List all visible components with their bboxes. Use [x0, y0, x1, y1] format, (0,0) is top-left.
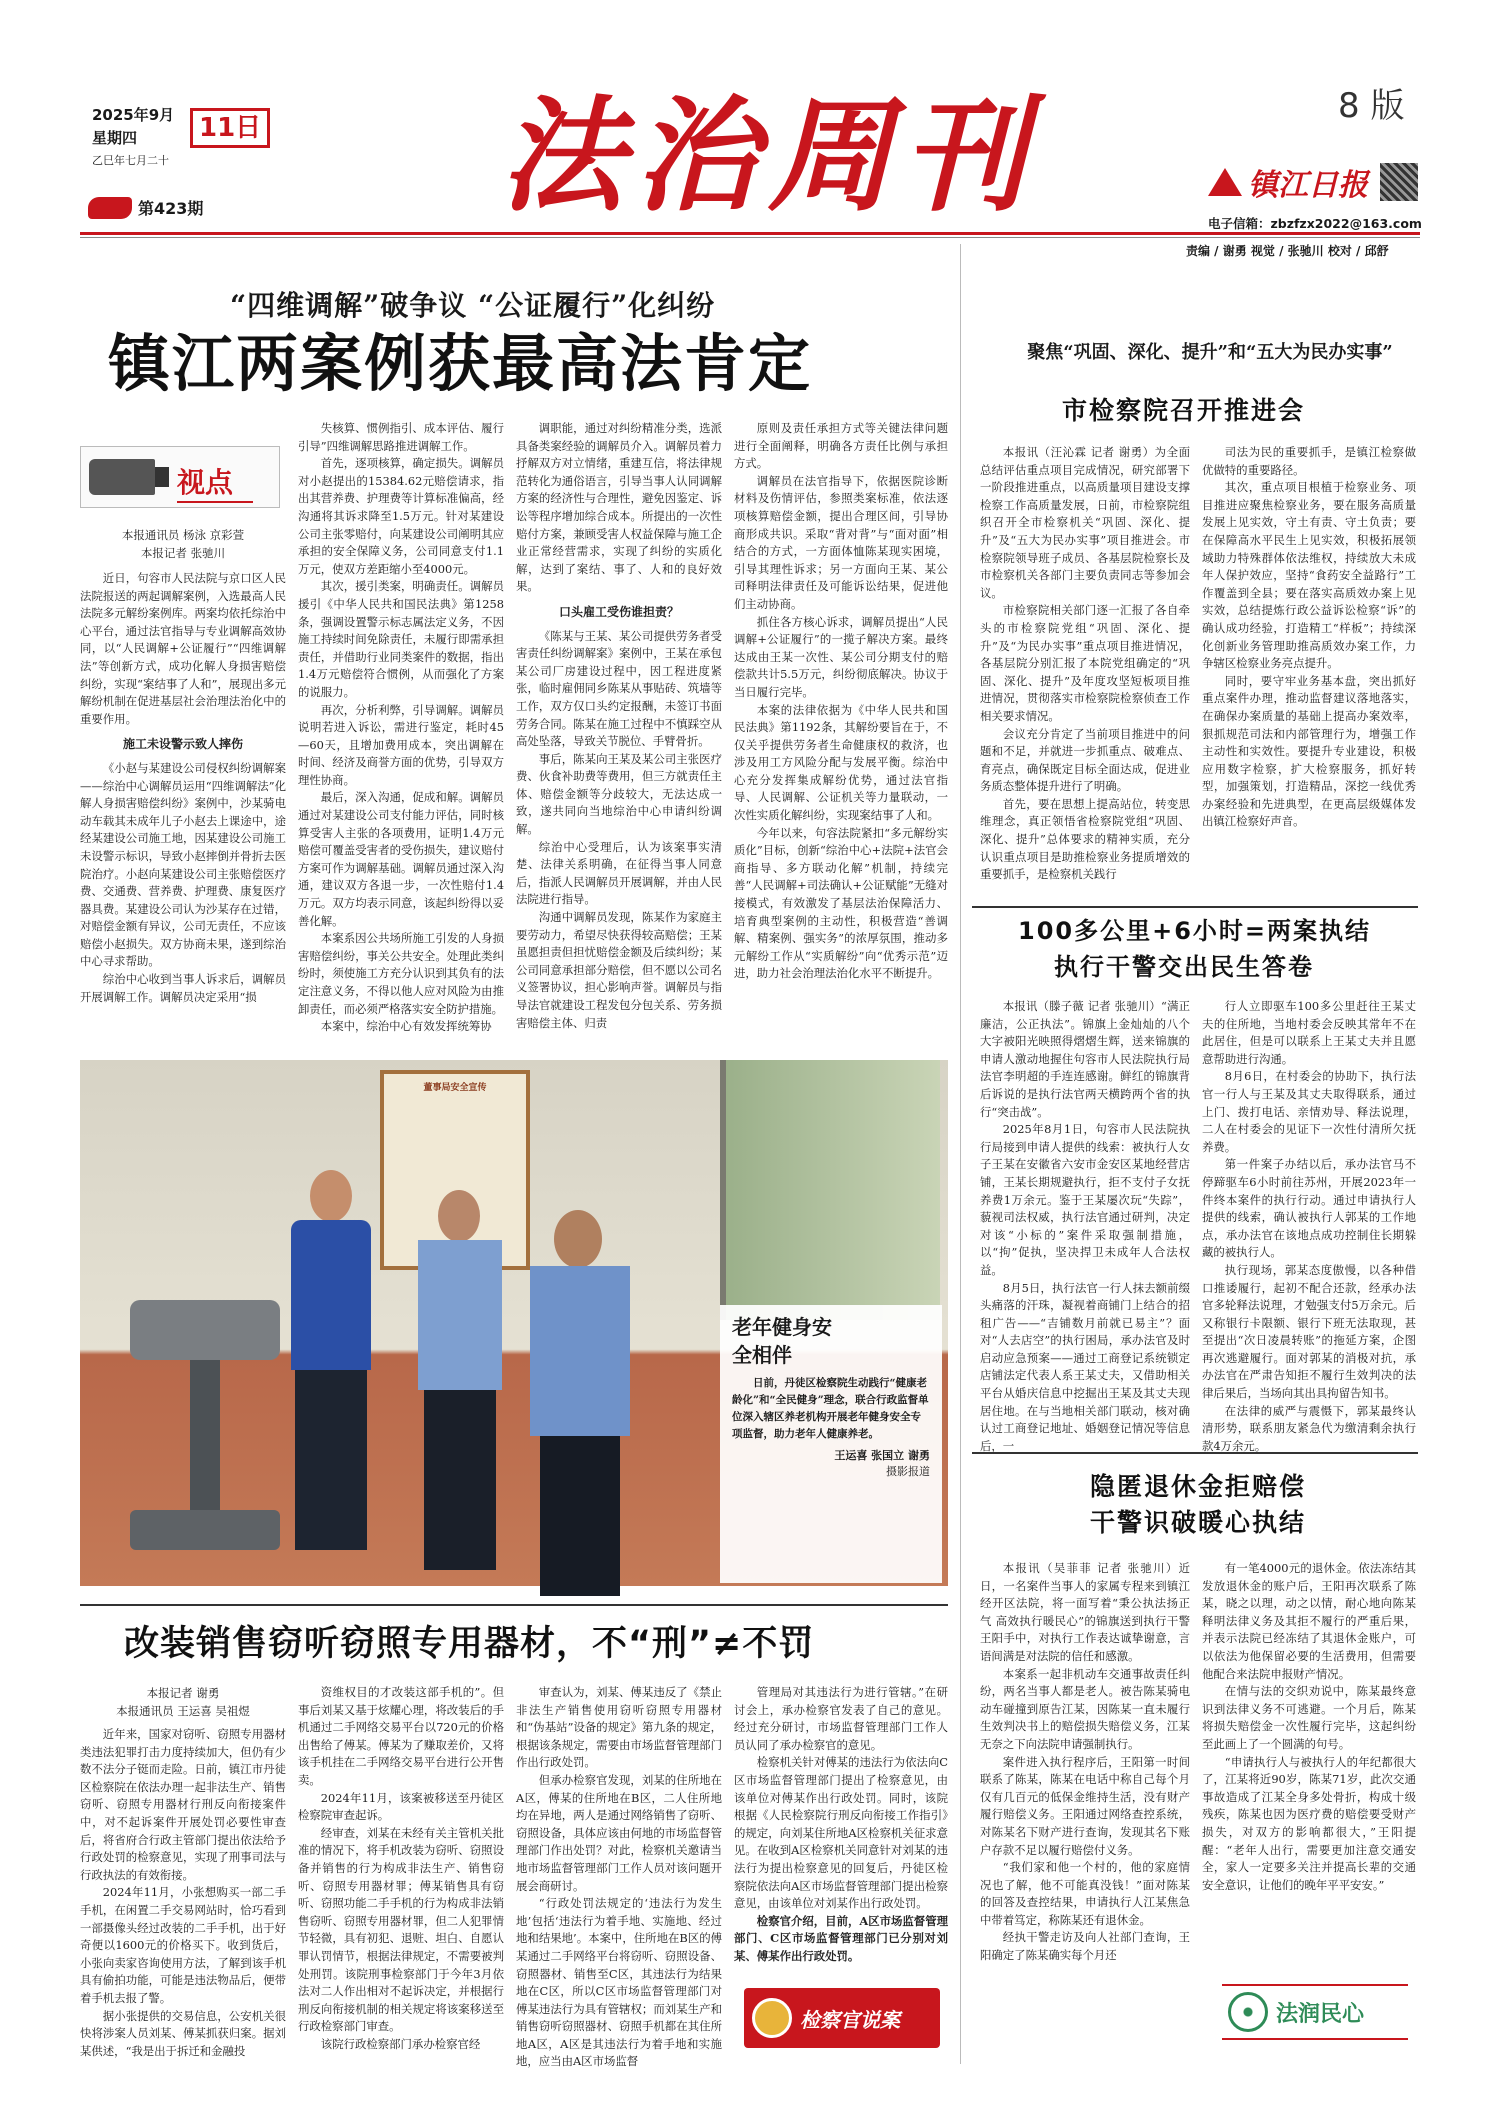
date-block [92, 104, 202, 168]
lead-subhead-2: 口头雇工受伤谁担责？ [558, 604, 679, 619]
right-bottom-para: 在情与法的交织劝说中，陈某最终意识到法律义务不可逃避。一个月后，陈某将损失赔偿金一次性履行完毕，这起纠纷至此画上了一个圆满的句号。 [1202, 1684, 1416, 1751]
prosecutor-label-text: 检察官说案 [800, 2007, 900, 2032]
photo [80, 1060, 948, 1586]
right-mid-para: 本报讯（滕子薇 记者 张驰川）“满正廉洁，公正执法”。锦旗上金灿灿的八个大字被阳光映照得熠熠生辉，送来锦旗的申请人激动地握住句容市人民法院执行局法官李明超的手连连感谢。鲜红的锦旗背后诉说的是执行法官两天横跨两个省的执行“突击战”。 [980, 999, 1190, 1119]
lead-para: 调职能，通过对纠纷精准分类，选派具备类案经验的调解员介入。调解员着力抒解双方对立情绪，重建互信，将法律规范转化为通俗语言，引导当事人认同调解方案的经济性与合理性，避免因鉴定、诉讼等程序增加综合成本。所提出的一次性赔付方案，兼顾受害人权益保障与施工企业正常经营需求，实现了纠纷的实质化解，达到了案结、事了、人和的良好效果。 [516, 421, 722, 594]
column-label-box [1222, 1984, 1408, 2040]
photo-caption-title: 老年健身安全相伴 [732, 1315, 832, 1367]
lead-para: 失核算、惯例指引、成本评估、履行引导”四维调解思路推进调解工作。 [298, 421, 504, 453]
lead-para: 近日，句容市人民法院与京口区人民法院报送的两起调解案例，入选最高人民法院多元解纷案例库。两案均依托综治中心平台，通过法官指导与专业调解高效协同，以“人民调解+公证履行”“四维调解法”等创新方式，成功化解人身损害赔偿纠纷，实现“案结事了人和”，展现出多元解纷机制在促进基层社会治理法治化中的重要作用。 [80, 571, 286, 726]
right-top-col-a [980, 444, 1190, 914]
right-mid-title-2: 执行干警交出民生答卷 [1054, 953, 1314, 981]
bottom-para: 管理局对其违法行为进行管辖。”在研讨会上，承办检察官发表了自己的意见。经过充分研讨，市场监督管理部门工作人员认同了承办检察官的意见。 [734, 1685, 948, 1752]
bottom-col-2 [298, 1684, 504, 2070]
right-mid-para: 行人立即驱车100多公里赶往王某丈夫的住所地，当地村委会反映其常年不在此居住，但是可以联系上王某丈夫并且愿意帮助进行沟通。 [1202, 999, 1416, 1066]
right-bottom-para: 本案系一起非机动车交通事故责任纠纷，两名当事人都是老人。被告陈某骑电动车碰撞到原告江某，因陈某一直未履行生效判决书上的赔偿损失赔偿义务，江某无奈之下向法院申请强制执行。 [980, 1666, 1190, 1751]
right-top-col-b [1202, 444, 1416, 914]
bottom-para: 审查认为，刘某、傅某违反了《禁止非法生产销售使用窃听窃照专用器材和“伪基站”设备的规定》第九条的规定，根据该条规定，需要由市场监督管理部门作出行政处罚。 [516, 1685, 722, 1770]
right-bottom-para: “我们家和他一个村的，他的家庭情况也了解，他不可能真没钱！”面对陈某的回答及查控结果，申请执行人江某焦急中带着笃定，称陈某还有退休金。 [980, 1860, 1190, 1927]
bottom-para: 经审查，刘某在未经有关主管机关批准的情况下，将手机改装为窃听、窃照设备并销售的行为构成非法生产、销售窃听、窃照专用器材罪；傅某销售具有窃听、窃照功能二手手机的行为构成非法销售窃听、窃照专用器材罪，但二人犯罪情节轻微，具有初犯、退赃、坦白、自愿认罪认罚情节，根据法律规定，不需要被判处刑罚。该院刑事检察部门于今年3月依法对二人作出相对不起诉决定，并根据行刑反向衔接机制的相关规定将该案移送至行政检察部门审查。 [298, 1825, 504, 2034]
right-mid-col-a [980, 998, 1190, 1453]
bottom-para: 但承办检察官发现，刘某的住所地在A区，傅某的住所地在B区，二人住所地均在异地，两人是通过网络销售了窃听、窃照设备，具体应该由何地的市场监督管理部门作出处罚？对此，检察机关邀请当地市场监督管理部门工作人员对该问题开展会商研讨。 [516, 1772, 722, 1893]
bottom-para: 2024年11月，该案被移送至丹徒区检察院审查起诉。 [298, 1790, 504, 1823]
right-mid-rule [972, 906, 1418, 908]
photo-credit-2: 摄影报道 [886, 1465, 930, 1478]
date-line1: 2025年9月 [92, 106, 175, 124]
qr-code [1380, 163, 1418, 201]
photo-caption [720, 1305, 942, 1583]
column-divider [960, 244, 961, 2064]
lead-para: 沟通中调解员发现，陈某作为家庭主要劳动力，希望尽快获得较高赔偿；王某虽愿担责但担忧赔偿金额及后续纠纷；某公司同意承担部分赔偿，但不愿以公司名义签署协议，担心影响声誉。调解员与指导法官就建设工程发包分包关系、劳务损害赔偿主体、归责 [516, 910, 722, 1030]
prosecutor-label [744, 1988, 940, 2048]
lead-para: 抓住各方核心诉求，调解员提出“人民调解+公证履行”的一揽子解决方案。最终达成由王某一次性、某公司分期支付的赔偿款共计5.5万元，纠纷彻底解决。协议于当日履行完毕。 [734, 614, 948, 699]
bottom-col-4 [734, 1684, 948, 1974]
compass-icon [1228, 1992, 1268, 2032]
right-top-para: 首先，要在思想上提高站位，转变思维理念，真正领悟省检察院党组“巩固、深化、提升”总体要求的精神实质，充分认识重点项目是助推检察业务提质增效的重要抓手，是检察机关践行 [980, 796, 1190, 882]
lead-para: 《陈某与王某、某公司提供劳务者受害责任纠纷调解案》案例中，王某在承包某公司厂房建设过程中，因工程进度紧张，临时雇佣同乡陈某从事贴砖、筑墙等工作，双方仅口头约定报酬，未签订书面劳务合同。陈某在施工过程中不慎踩空从高处坠落，导致关节脱位、手臂骨折。 [516, 628, 722, 749]
right-top-para: 市检察院相关部门逐一汇报了各自牵头的市检察院党组“巩固、深化、提升”及“为民办实事”重点项目推进情况，各基层院分别汇报了本院党组确定的“巩固、深化、提升”及年度攻坚短板项目推进情况，贯彻落实市检察院检察侦查工作相关要求情况。 [980, 603, 1190, 723]
prosecutor-emblem-icon [752, 1998, 792, 2038]
right-mid-para: 8月5日，执行法官一行人抹去额前缀头痛落的汗珠，凝视着商铺门上结合的招租广告——“吉铺数月前就已易主”？面对“人去店空”的执行困局，承办法官及时启动应急预案——通过工商登记系统锁定店铺法定代表人系王某丈夫，又借助相关平台从婚庆信息中挖掘出王某及其丈夫现居住地。在与当地相关部门联动，核对确认过工商登记地址、婚姻登记情况等信息后，一 [980, 1280, 1190, 1453]
right-bottom-para: “申请执行人与被执行人的年纪都很大了，江某将近90岁，陈某71岁，此次交通事故造成了江某全身多处骨折，构成十级残疾，陈某也因为医疗费的赔偿要受财产损失，对双方的影响都很大，”王阳提醒：“老年人出行，需要更加注意交通安全，家人一定要多关注并提高长辈的交通安全意识，让他们的晚年平平安安。” [1202, 1754, 1416, 1892]
lunar-date: 乙巳年七月二十 [92, 154, 169, 167]
right-top-para: 本报讯（汪沁霖 记者 谢勇）为全面总结评估重点项目完成情况，研究部署下一阶段推进重点，以高质量项目建设支撑检察工作高质量发展，日前，市检察院组织召开全市检察机关“巩固、深化、提升”及“五大为民办实事”项目推进会。市检察院领导班子成员、各基层院检察长及市检察机关各部门主要负责同志等参加会议。 [980, 445, 1190, 600]
right-bottom-rule [972, 1452, 1418, 1454]
right-bottom-col-b [1202, 1560, 1416, 1960]
section-label-box [80, 446, 280, 508]
lead-col-4 [734, 420, 948, 1048]
bottom-byline-2: 本报通讯员 王运喜 吴祖煜 [116, 1704, 250, 1718]
lead-para: 今年以来，句容法院紧扣“多元解纷实质化”目标，创新“综治中心+法院+法官会商指导、多方联动化解”机制，持续完善“人民调解+司法确认+公证赋能”无缝对接模式，有效激发了基层法治保障活力、培育典型案例的主动性，积极营造“善调解、精案例、强实务”的浓厚氛围，推动多元解纷工作从“实质解纷”向“优秀示范”迈进，助力社会治理法治化水平不断提升。 [734, 825, 948, 981]
right-mid-para: 执行现场，郭某态度傲慢，以各种借口推诿履行，起初不配合还款，经承办法官多轮释法说理，才勉强支付5万余元。后又称银行卡限额、银行下班无法取现，甚至提出“次日凌晨转账”的拖延方案，企图再次逃避履行。面对郭某的消极对抗，承办法官在严肃告知拒不履行生效判决的法律后果后，当场向其出具拘留告知书。 [1202, 1262, 1416, 1401]
right-top-para: 会议充分肯定了当前项目推进中的问题和不足，并就进一步抓重点、破难点、育亮点，确保既定目标全面达成，促进业务质态整体提升进行了明确。 [980, 726, 1190, 794]
lead-para: 《小赵与某建设公司侵权纠纷调解案——综治中心调解员运用“四维调解法”化解人身损害赔偿纠纷》案例中，沙某骑电动车载其未成年儿子小赵去上课途中，途经某建设公司施工地，因某建设公司施工未设警示标识，导致小赵摔倒并骨折去医院治疗。小赵向某建设公司主张赔偿医疗费、交通费、营养费、护理费、康复医疗器具费。某建设公司认为沙某存在过错，对赔偿金额有异议，公司无责任，不应该赔偿小赵损失。双方协商未果，遂到综治中心寻求帮助。 [80, 760, 286, 969]
lead-para: 本案的法律依据为《中华人民共和国民法典》第1192条，其解纷要旨在于，不仅关乎提供劳务者生命健康权的救济，也涉及用工方风险分配与发展平衡。综治中心充分发挥集成解纷优势，通过法官指导、人民调解、公证机关等力量联动，一次性实质化解纠纷，实现案结事了人和。 [734, 702, 948, 823]
lead-para: 再次，分析利弊，引导调解。调解员说明若进入诉讼，需进行鉴定，耗时45—60天，且增加费用成本，突出调解在时间、经济及商誉方面的优势，引导双方理性协商。 [298, 702, 504, 787]
right-top-para: 同时，要守牢业务基本盘，突出抓好重点案件办理，推动监督建议落地落实，在确保办案质量的基础上提高办案效率，狠抓规范司法和内部管理行为，增强工作主动性和实效性。要提升专业建设，积极应用数字检察，扩大检察服务，抓好转型，加强策划，打造精品，深挖一线优秀办案经验和先进典型，在更高层级媒体发出镇江检察好声音。 [1202, 673, 1416, 829]
person-officer-2 [520, 1210, 640, 1590]
right-bottom-title-1: 隐匿退休金拒赔偿 [1090, 1472, 1307, 1501]
credits: 责编 / 谢勇 视觉 / 张驰川 校对 / 邱舒 [1186, 244, 1389, 258]
lead-para: 综治中心受理后，认为该案事实清楚、法律关系明确，在征得当事人同意后，指派人民调解员开展调解，并由人民法院进行指导。 [516, 839, 722, 907]
right-bottom-col-a [980, 1560, 1190, 2072]
bottom-para: 资维权目的才改装这部手机的”。但事后刘某又基于炫耀心理，将改装后的手机通过二手网络交易平台以720元的价格出售给了傅某。傅某为了赚取差价，又将该手机挂在二手网络交易平台进行公开售卖。 [298, 1685, 504, 1787]
wall-board-title: 董事局安全宣传 [423, 1083, 487, 1093]
lead-col-3 [516, 420, 722, 1048]
right-bottom-title-2: 干警识破暖心执结 [1090, 1508, 1307, 1537]
lead-byline-2: 本报记者 张驰川 [140, 546, 226, 560]
masthead-rule-thin [80, 237, 1420, 238]
person-elder [285, 1170, 375, 1550]
lead-para: 最后，深入沟通，促成和解。调解员通过对某建设公司支付能力评估，同时核算受害人主张的各项费用，证明1.4万元赔偿可覆盖受害者的受伤损失，建议赔付方案可作为调解基础。调解员通过深入沟通，建议双方各退一步，一次性赔付1.4万元。双方均表示同意，该起纠纷得以妥善化解。 [298, 790, 504, 928]
lead-para: 综治中心收到当事人诉求后，调解员开展调解工作。调解员决定采用“损 [80, 972, 286, 1004]
masthead-rule [80, 232, 1420, 235]
paper-logo [1208, 160, 1418, 204]
right-top-para: 其次，重点项目根植于检察业务、项目推进应聚焦检察业务，要在服务高质量发展上见实效，守土有责、守土负责；要在保障高水平民生上见实效，积极拓展领域助力特殊群体依法维权，持续放大未成年人保护效应，坚持“食药安全益路行”工作覆盖到全县；要在落实高质效办案上见实效，总结提炼行政公益诉讼检察“诉”的确认成功经验，打造精工“样板”；持续深化创新业务管理助推高质效办案工作，力争辖区检察业务亮点提升。 [1202, 480, 1416, 671]
email: 电子信箱：zbzfzx2022@163.com [1208, 216, 1422, 231]
page-number: 8 版 [1338, 86, 1405, 126]
window [720, 1060, 940, 1320]
lead-para: 其次，援引类案，明确责任。调解员援引《中华人民共和国民法典》第1258条，强调设置警示标志属法定义务，不因施工持续时间免除责任，未履行即需承担责任，并借助行业同类案件的数据，指出1.4万元赔偿符合惯例，从而强化了方案的说服力。 [298, 579, 504, 699]
lead-para: 原则及责任承担方式等关键法律问题进行全面阐释，明确各方责任比例与承担方式。 [734, 421, 948, 471]
lead-col-1 [80, 526, 286, 1046]
bottom-para: 近年来，国家对窃听、窃照专用器材类违法犯罪打击力度持续加大，但仍有少数不法分子铤而走险。日前，镇江市丹徒区检察院在依法办理一起非法生产、销售窃听、窃照专用器材行刑反向衔接案件中，对不起诉案件开展处罚必要性审查后，将省府合行政主管部门提出依法给予行政处罚的检察意见，实现了刑事司法与行政执法的有效衔接。 [80, 1727, 286, 1882]
day-badge: 11日 [190, 108, 270, 148]
bottom-rule [80, 1604, 948, 1606]
right-mid-para: 8月6日，在村委会的协助下，执行法官一行人与王某及其丈夫取得联系，通过上门、拨打电话、亲情劝导、释法说理，二人在村委会的见证下一次性付清所欠抚养费。 [1202, 1069, 1416, 1154]
right-top-title: 市检察院召开推进会 [1062, 396, 1306, 425]
person-officer-1 [410, 1190, 510, 1570]
section-label: 视点 [177, 461, 253, 503]
bottom-para: “行政处罚法规定的‘违法行为发生地’包括‘违法行为着手地、实施地、经过地和结果地’。本案中，住所地在B区的傅某通过二手网络平台将窃听、窃照设备、窃照器材、销售至C区，其违法行为结果地在C区，所以C区市场监督管理部门对傅某违法行为具有管辖权；而刘某生产和销售窃听窃照器材、窃照手机都在其住所地A区，A区是其违法行为着手地和实施地，应当由A区市场监督 [516, 1896, 722, 2069]
lead-para: 本案中，综治中心有效发挥统筹协 [320, 1019, 492, 1034]
right-mid-title-1: 100多公里+6小时=两案执结 [1018, 917, 1372, 945]
issue-block [88, 196, 203, 219]
bottom-para: 检察官介绍，目前，A区市场监督管理部门、C区市场监督管理部门已分别对刘某、傅某作出行政处罚。 [734, 1913, 948, 1963]
right-bottom-para: 案件进入执行程序后，王阳第一时间联系了陈某，陈某在电话中称自己每个月仅有几百元的低保金维持生活，没有财产履行赔偿义务。王阳通过网络查控系统，对陈某名下财产进行查询，发现其名下账户存款不足以履行赔偿付义务。 [980, 1754, 1190, 1857]
camera-lens-icon [155, 467, 169, 487]
bottom-col-1 [80, 1684, 286, 2070]
right-top-kicker: 聚焦“巩固、深化、提升”和“五大为民办实事” [1027, 342, 1393, 363]
lead-col-2 [298, 420, 504, 1048]
bottom-col-3 [516, 1684, 722, 2070]
issue-logo-icon [88, 197, 132, 219]
lead-para: 调解员在法官指导下，依据医院诊断材料及伤情评估，参照类案标准，依法逐项核算赔偿金额，提出合理区间，引导协商形成共识。采取“背对背”与“面对面”相结合的方式，一方面体恤陈某现实困境，引导其理性诉求；另一方面向王某、某公司释明法律责任及可能诉讼结果，促进他们主动协商。 [734, 473, 948, 611]
bottom-para: 据小张提供的交易信息，公安机关很快将涉案人员刘某、傅某抓获归案。据刘某供述，“我是出于拆迁和金融投 [80, 2008, 286, 2058]
photo-credit: 王运喜 张国立 谢勇 [834, 1449, 930, 1462]
paper-logo-icon [1208, 168, 1242, 196]
lead-byline-1: 本报通讯员 杨泳 京彩萱 [121, 528, 245, 542]
bottom-para: 该院行政检察部门承办检察官经 [320, 2036, 481, 2051]
lead-title: 镇江两案例获最高法肯定 [108, 327, 813, 400]
lead-subhead-1: 施工未设警示致人摔伤 [122, 737, 243, 752]
issue-number: 第423期 [138, 199, 204, 218]
right-bottom-para: 有一笔4000元的退休金。依法冻结其发放退休金的账户后，王阳再次联系了陈某，晓之以理，动之以情，耐心地向陈某释明法律义务及其拒不履行的严重后果，并表示法院已经冻结了其退休金账户，可以依法为他保留必要的生活费用，但需要他配合来法院申报财产情况。 [1202, 1561, 1416, 1681]
right-mid-para: 在法律的威严与震慑下，郭某最终认清形势，联系朋友紧急代为缴清剩余执行款4万余元。 [1202, 1403, 1416, 1453]
lead-para: 本案系因公共场所施工引发的人身损害赔偿纠纷，事关公共安全。处理此类纠纷时，须使施工方充分认识到其负有的法定注意义务，不得以他人应对风险为由推卸责任，而必须严格落实安全防护措施。 [298, 931, 504, 1016]
date-line2: 星期四 [92, 129, 138, 147]
bottom-para: 检察机关针对傅某的违法行为依法向C区市场监督管理部门提出了检察意见，由该单位对傅某作出行政处罚。同时，该院根据《人民检察院行刑反向衔接工作指引》的规定，向刘某住所地A区检察机关征求意见。在收到A区检察机关同意针对刘某的违法行为提出检察意见的回复后，丹徒区检察院依法向A区市场监督管理部门提出检察意见，由该单位对刘某作出行政处罚。 [734, 1755, 948, 1911]
right-bottom-para: 本报讯（吴菲菲 记者 张驰川）近日，一名案件当事人的家属专程来到镇江经开区法院，将一面写着“秉公执法扬正气 高效执行暖民心”的锦旗送到执行干警王阳手中，对执行工作表达诚挚谢意，言语间满是对法院的信任和感激。 [980, 1561, 1190, 1663]
right-bottom-para: 经执干警走访及向人社部门查询，王阳确定了陈某确实每个月还 [980, 1930, 1190, 1963]
right-mid-para: 第一件案子办结以后，承办法官马不停蹄驱车6小时前往苏州，开展2023年一件终本案件的执行行动。通过申请执行人提供的线索，确认被执行人郭某的工作地点，承办法官在该地点成功控制住长期躲藏的被执行人。 [1202, 1157, 1416, 1260]
column-label: 法润民心 [1276, 2001, 1365, 2027]
bottom-para: 2024年11月，小张想购买一部二手手机，在闲置二手交易网站时，恰巧看到一部摄像头经过改装的二手手机，出于好奇便以1600元的价格买下。收到货后，小张向卖家咨询使用方法，了解到该手机具有偷拍功能，可能是违法物品后，便带着手机去报了警。 [80, 1885, 286, 2005]
right-top-para: 司法为民的重要抓手，是镇江检察做优做特的重要路径。 [1202, 445, 1416, 477]
right-mid-col-b [1202, 998, 1416, 1453]
fitness-machine [130, 1260, 300, 1550]
bottom-title: 改装销售窃听窃照专用器材，不“刑”≠不罚 [124, 1624, 815, 1664]
right-mid-para: 2025年8月1日，句容市人民法院执行局接到申请人提供的线索：被执行人女子王某在安徽省六安市金安区某地经营店铺，王某长期规避执行，拒不支付子女抚养费1万余元。鉴于王某屡次玩“失踪”，藐视司法权威，执行法官通过研判，决定对该“小标的”案件采取强制措施，以“拘”促执，坚决捍卫未成年人合法权益。 [980, 1122, 1190, 1277]
paper-title: 法治周刊 [500, 84, 1037, 229]
lead-kicker: “四维调解”破争议 “公证履行”化纠纷 [230, 289, 716, 322]
paper-name: 镇江日报 [1248, 168, 1368, 203]
lead-para: 事后，陈某向王某及某公司主张医疗费、伙食补助费等费用，但三方就责任主体、赔偿金额等分歧较大，无法达成一致，遂共同向当地综治中心申请纠纷调解。 [516, 751, 722, 837]
lead-para: 首先，逐项核算，确定损失。调解员对小赵提出的15384.62元赔偿请求，指出其营养费、护理费等计算标准偏高，经沟通将其诉求降至1.5万元。针对某建设公司主张零赔付，向某建设公司阐明其应承担的安全保障义务，公司同意支付1.1万元，使双方差距缩小至4000元。 [298, 456, 504, 576]
photo-caption-text: 日前，丹徒区检察院生动践行“健康老龄化”和“全民健身”理念，联合行政监督单位深入辖区养老机构开展老年健身安全专项监督，助力老年人健康养老。 [732, 1377, 929, 1440]
camera-icon [89, 459, 155, 495]
bottom-byline-1: 本报记者 谢勇 [146, 1686, 220, 1700]
